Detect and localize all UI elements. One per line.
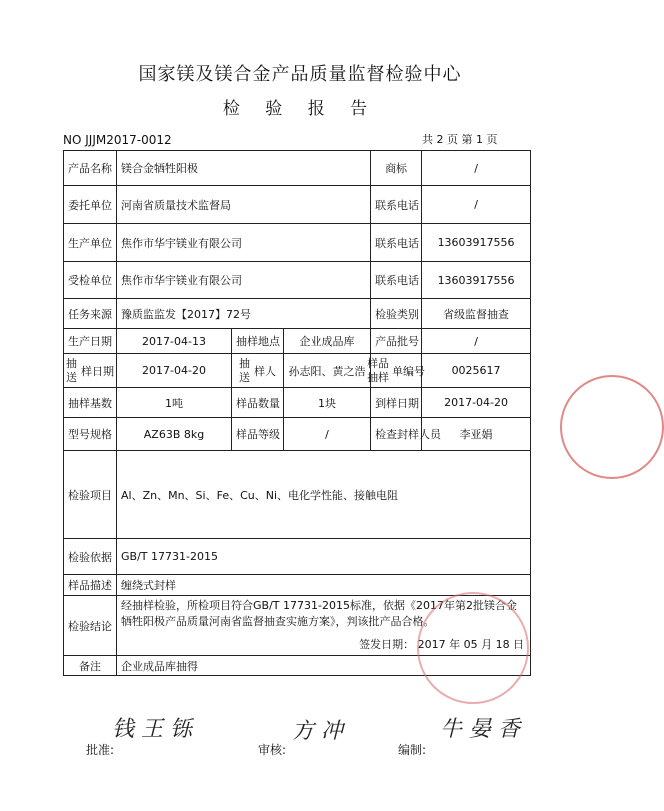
table-row [64, 354, 531, 388]
inspection-type-label: 检验类别 [371, 299, 422, 329]
client-label: 委托单位 [64, 186, 117, 224]
basis-value: GB/T 17731-2015 [117, 539, 531, 575]
remark-value: 企业成品库抽得 [117, 656, 531, 676]
producer-value: 焦作市华宇镁业有限公司 [117, 224, 371, 262]
conclusion-text: 经抽样检验，所检项目符合GB/T 17731-2015标准，依据《2017年第2批镁合金牺牲阳极产品质量河南省监督抽查实施方案》，判该批产品合格。 [121, 599, 517, 628]
sample-send-label-2: 送 [66, 370, 77, 384]
sampler-label-a: 抽 [239, 356, 250, 370]
sealer-value: 李亚娟 [422, 418, 531, 451]
table-row [64, 224, 531, 262]
prod-date-value: 2017-04-13 [117, 329, 232, 354]
table-row [64, 151, 531, 186]
sample-site-value: 企业成品库 [284, 329, 371, 354]
items-value: Al、Zn、Mn、Si、Fe、Cu、Ni、电化学性能、接触电阻 [117, 451, 531, 539]
org-title: 国家镁及镁合金产品质量监督检验中心 [138, 64, 462, 85]
review-signature: 方 冲 [292, 719, 343, 744]
inspected-phone-value: 13603917556 [422, 262, 531, 299]
grade-label: 样品等级 [232, 418, 284, 451]
report-number: NO JJJM2017-0012 [63, 133, 172, 147]
table-row [64, 299, 531, 329]
sample-no-label-1: 样品 [367, 356, 390, 370]
approve-label: 批准: [86, 743, 115, 757]
task-source-value: 豫质监监发【2017】72号 [117, 299, 371, 329]
table-row [64, 539, 531, 575]
sample-date-label: 样日期 [81, 364, 114, 378]
arrival-value: 2017-04-20 [422, 388, 531, 418]
sampler-label-b: 送 [239, 370, 250, 384]
inspected-phone-label: 联系电话 [371, 262, 422, 299]
page-info: 共 2 页 第 1 页 [422, 133, 498, 146]
basis-label: 检验依据 [64, 539, 117, 575]
model-value: AZ63B 8kg [117, 418, 232, 451]
sample-date-value: 2017-04-20 [117, 354, 232, 388]
approve-signature: 钱 王 铄 [112, 717, 192, 742]
producer-phone-value: 13603917556 [422, 224, 531, 262]
sample-no-label-cell [367, 354, 426, 388]
compile-signature: 牛 晏 香 [440, 717, 520, 742]
producer-phone-label: 联系电话 [371, 224, 422, 262]
table-row [64, 262, 531, 299]
client-phone-value: / [422, 186, 531, 224]
trademark-label: 商标 [371, 151, 422, 186]
table-row [64, 186, 531, 224]
producer-label: 生产单位 [64, 224, 117, 262]
compile-label: 编制: [398, 743, 427, 757]
sampler-value: 孙志阳、黄之浩 [284, 354, 371, 388]
base-label: 抽样基数 [64, 388, 117, 418]
stamp-seal-icon [560, 375, 664, 479]
client-value: 河南省质量技术监督局 [117, 186, 371, 224]
prod-date-label: 生产日期 [64, 329, 117, 354]
desc-label: 样品描述 [64, 575, 117, 596]
product-name-label: 产品名称 [64, 151, 117, 186]
sample-site-label: 抽样地点 [232, 329, 284, 354]
client-phone-label: 联系电话 [371, 186, 422, 224]
inspection-type-value: 省级监督抽查 [422, 299, 531, 329]
grade-value: / [284, 418, 371, 451]
product-name: 镁合金牺牲阳极 [117, 151, 371, 186]
qty-label: 样品数量 [232, 388, 284, 418]
sample-no-value: 0025617 [422, 354, 531, 388]
inspected-value: 焦作市华宇镁业有限公司 [117, 262, 371, 299]
sealer-label: 检查封样人员 [371, 418, 422, 451]
qty-value: 1块 [284, 388, 371, 418]
remark-label: 备注 [64, 656, 117, 676]
model-label: 型号规格 [64, 418, 117, 451]
table-row [64, 329, 531, 354]
sample-send-label-1: 抽 [66, 356, 77, 370]
issue-date: 签发日期： 2017 年 05 月 18 日 [359, 638, 525, 651]
batch-value: / [422, 329, 531, 354]
arrival-label: 到样日期 [371, 388, 422, 418]
trademark-value: / [422, 151, 531, 186]
task-source-label: 任务来源 [64, 299, 117, 329]
table-row [64, 388, 531, 418]
items-label: 检验项目 [64, 451, 117, 539]
inspected-label: 受检单位 [64, 262, 117, 299]
sample-no-label-3: 单编号 [392, 364, 426, 378]
sample-date-label-cell [64, 354, 117, 388]
stamp-seal-icon [417, 592, 529, 704]
desc-value: 缠绕式封样 [117, 575, 531, 596]
sample-no-label-2: 抽样 [367, 370, 390, 384]
table-row [64, 451, 531, 539]
sampler-label: 样人 [254, 364, 276, 378]
report-title: 检 验 报 告 [222, 99, 378, 119]
sampler-label-cell [232, 354, 284, 388]
review-label: 审核: [258, 743, 287, 757]
table-row [64, 418, 531, 451]
conclusion-label: 检验结论 [64, 596, 117, 656]
base-value: 1吨 [117, 388, 232, 418]
batch-label: 产品批号 [371, 329, 422, 354]
